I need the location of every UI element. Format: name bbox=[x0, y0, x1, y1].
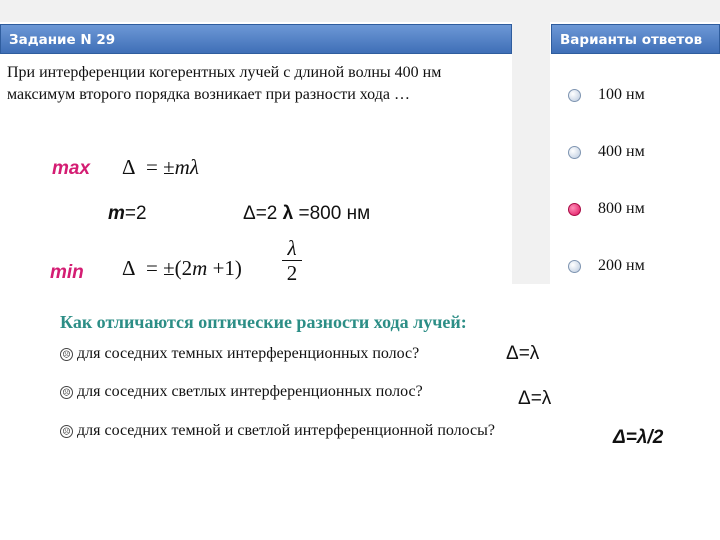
m-value: =2 bbox=[124, 203, 147, 224]
delta-symbol: Δ bbox=[122, 256, 136, 280]
fraction-numerator: λ bbox=[287, 236, 297, 260]
max-formula bbox=[122, 155, 199, 180]
option-200[interactable] bbox=[565, 256, 705, 276]
radio-button-selected[interactable] bbox=[568, 203, 581, 216]
equals-sign: = bbox=[146, 256, 158, 280]
radio-button[interactable] bbox=[568, 89, 581, 102]
option-label: 800 нм bbox=[598, 200, 645, 217]
list-item-text: для соседних темных интерференционных полос? bbox=[77, 345, 420, 362]
answer-light: Δ=λ bbox=[518, 388, 552, 409]
sad-face-icon: ☹ bbox=[60, 425, 73, 438]
radio-button[interactable] bbox=[568, 260, 581, 273]
plus-one-term: +1) bbox=[207, 256, 242, 280]
sad-face-icon: ☹ bbox=[60, 386, 73, 399]
option-label: 200 нм bbox=[598, 257, 645, 274]
answer-mixed: Δ=λ/2 bbox=[613, 427, 664, 448]
m-variable: m bbox=[192, 256, 208, 280]
fraction bbox=[282, 236, 302, 285]
delta-prefix: Δ=2 bbox=[243, 203, 283, 224]
open-bracket-term: (2 bbox=[174, 256, 193, 280]
plus-minus-sign: ± bbox=[163, 256, 175, 280]
option-800[interactable] bbox=[565, 199, 705, 219]
fraction-denominator: 2 bbox=[286, 261, 298, 285]
equals-sign: = bbox=[146, 155, 158, 179]
page-strip bbox=[0, 0, 720, 22]
task-header: Задание N 29 bbox=[0, 24, 512, 54]
max-label: max bbox=[52, 158, 91, 179]
m-variable: m bbox=[174, 155, 190, 179]
radio-button[interactable] bbox=[568, 146, 581, 159]
m-equals-line bbox=[108, 203, 147, 225]
option-label: 400 нм bbox=[598, 143, 645, 160]
plus-minus-sign: ± bbox=[163, 155, 175, 179]
lambda-symbol: λ bbox=[282, 203, 294, 224]
answer-dark: Δ=λ bbox=[506, 343, 540, 364]
delta-symbol: Δ bbox=[122, 155, 136, 179]
option-400[interactable] bbox=[565, 142, 705, 162]
min-formula bbox=[122, 256, 242, 281]
lambda-symbol: λ bbox=[189, 155, 199, 179]
divider-strip bbox=[512, 22, 550, 284]
m-variable: m bbox=[108, 203, 125, 224]
delta-result: =800 нм bbox=[293, 203, 371, 224]
option-label: 100 нм bbox=[598, 86, 645, 103]
question-text: При интерференции когерентных лучей с длиной волны 400 нм максимум второго порядка возникает при разности хода … bbox=[7, 64, 442, 103]
section-title: Как отличаются оптические разности хода лучей: bbox=[60, 312, 467, 332]
list-item-text: для соседних светлых интерференционных полос? bbox=[77, 383, 423, 400]
min-label: min bbox=[50, 262, 84, 283]
delta-result-line bbox=[243, 203, 370, 225]
answers-header: Варианты ответов bbox=[551, 24, 720, 54]
sad-face-icon: ☹ bbox=[60, 348, 73, 361]
list-item bbox=[60, 383, 423, 401]
list-item bbox=[60, 422, 495, 440]
list-item-text: для соседних темной и светлой интерференционной полосы? bbox=[77, 422, 495, 439]
option-100[interactable] bbox=[565, 85, 705, 105]
list-item bbox=[60, 345, 419, 363]
